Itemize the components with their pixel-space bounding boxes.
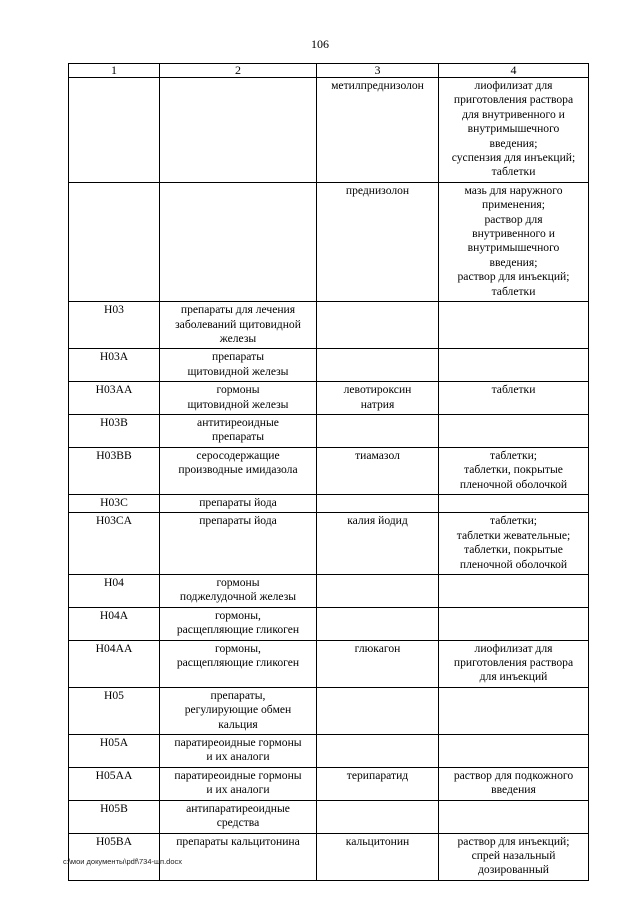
table-row <box>69 607 589 640</box>
header-cell-3: 3 <box>317 64 439 78</box>
dosage-form-cell: таблетки <box>439 382 589 415</box>
table-row <box>69 767 589 800</box>
group-name-cell: паратиреоидные гормоны и их аналоги <box>160 735 317 768</box>
drug-name-cell <box>317 607 439 640</box>
table-row <box>69 349 589 382</box>
drug-name-cell: терипаратид <box>317 767 439 800</box>
page-number: 106 <box>311 37 329 51</box>
dosage-form-cell: таблетки; таблетки, покрытые пленочной оболочкой <box>439 447 589 494</box>
atc-code-cell: H05AA <box>69 767 160 800</box>
group-name-cell <box>160 182 317 301</box>
table-row <box>69 575 589 608</box>
dosage-form-cell <box>439 607 589 640</box>
atc-code-cell: H04 <box>69 575 160 608</box>
atc-code-cell: H03C <box>69 494 160 512</box>
group-name-cell: гормоны, расщепляющие гликоген <box>160 640 317 687</box>
atc-code-cell: H03B <box>69 414 160 447</box>
group-name-cell: препараты кальцитонина <box>160 833 317 880</box>
group-name-cell: препараты для лечения заболеваний щитовидной железы <box>160 302 317 349</box>
drug-name-cell <box>317 687 439 734</box>
table-row <box>69 513 589 575</box>
drug-name-cell: тиамазол <box>317 447 439 494</box>
header-cell-1: 1 <box>69 64 160 78</box>
atc-code-cell: H03CA <box>69 513 160 575</box>
group-name-cell <box>160 78 317 183</box>
atc-code-cell: H05A <box>69 735 160 768</box>
group-name-cell: препараты щитовидной железы <box>160 349 317 382</box>
group-name-cell: гормоны поджелудочной железы <box>160 575 317 608</box>
dosage-form-cell <box>439 494 589 512</box>
group-name-cell: препараты йода <box>160 494 317 512</box>
dosage-form-cell <box>439 349 589 382</box>
dosage-form-cell: лиофилизат для приготовления раствора для внутривенного и внутримышечного введения; суспензия для инъекций; таблетки <box>439 78 589 183</box>
dosage-form-cell: таблетки; таблетки жевательные; таблетки, покрытые пленочной оболочкой <box>439 513 589 575</box>
drug-name-cell <box>317 575 439 608</box>
header-cell-4: 4 <box>439 64 589 78</box>
drug-name-cell <box>317 735 439 768</box>
drug-name-cell <box>317 414 439 447</box>
group-name-cell: антитиреоидные препараты <box>160 414 317 447</box>
table-row <box>69 447 589 494</box>
atc-code-cell: H04AA <box>69 640 160 687</box>
table-row <box>69 687 589 734</box>
drug-name-cell: метилпреднизолон <box>317 78 439 183</box>
group-name-cell: антипаратиреоидные средства <box>160 800 317 833</box>
group-name-cell: гормоны щитовидной железы <box>160 382 317 415</box>
dosage-form-cell: мазь для наружного применения; раствор для внутривенного и внутримышечного введения; раствор для инъекций; таблетки <box>439 182 589 301</box>
dosage-form-cell <box>439 414 589 447</box>
footer-file-path: c:\мои документы\pdf\734-шп.docx <box>63 857 183 866</box>
drug-name-cell <box>317 800 439 833</box>
table-row <box>69 182 589 301</box>
atc-code-cell <box>69 78 160 183</box>
dosage-form-cell <box>439 687 589 734</box>
table-header-row <box>69 64 589 78</box>
table-row <box>69 382 589 415</box>
atc-code-cell: H05 <box>69 687 160 734</box>
dosage-form-cell <box>439 575 589 608</box>
drug-name-cell <box>317 302 439 349</box>
atc-code-cell: H04A <box>69 607 160 640</box>
drug-name-cell: калия йодид <box>317 513 439 575</box>
drug-name-cell: кальцитонин <box>317 833 439 880</box>
drug-name-cell: глюкагон <box>317 640 439 687</box>
table-row <box>69 494 589 512</box>
group-name-cell: препараты, регулирующие обмен кальция <box>160 687 317 734</box>
table-row <box>69 302 589 349</box>
group-name-cell: серосодержащие производные имидазола <box>160 447 317 494</box>
table-row <box>69 414 589 447</box>
dosage-form-cell <box>439 800 589 833</box>
drug-classification-table <box>68 63 589 881</box>
table-row <box>69 800 589 833</box>
dosage-form-cell: раствор для подкожного введения <box>439 767 589 800</box>
atc-code-cell: H05B <box>69 800 160 833</box>
atc-code-cell: H03AA <box>69 382 160 415</box>
group-name-cell: препараты йода <box>160 513 317 575</box>
atc-code-cell: H03BB <box>69 447 160 494</box>
header-cell-2: 2 <box>160 64 317 78</box>
drug-name-cell: левотироксин натрия <box>317 382 439 415</box>
table-row <box>69 640 589 687</box>
group-name-cell: гормоны, расщепляющие гликоген <box>160 607 317 640</box>
table-row <box>69 735 589 768</box>
group-name-cell: паратиреоидные гормоны и их аналоги <box>160 767 317 800</box>
atc-code-cell: H03 <box>69 302 160 349</box>
atc-code-cell: H05BA <box>69 833 160 880</box>
table-row <box>69 78 589 183</box>
drug-name-cell <box>317 494 439 512</box>
dosage-form-cell <box>439 302 589 349</box>
dosage-form-cell: лиофилизат для приготовления раствора для инъекций <box>439 640 589 687</box>
dosage-form-cell <box>439 735 589 768</box>
atc-code-cell: H03A <box>69 349 160 382</box>
atc-code-cell <box>69 182 160 301</box>
dosage-form-cell: раствор для инъекций; спрей назальный дозированный <box>439 833 589 880</box>
drug-name-cell <box>317 349 439 382</box>
drug-name-cell: преднизолон <box>317 182 439 301</box>
